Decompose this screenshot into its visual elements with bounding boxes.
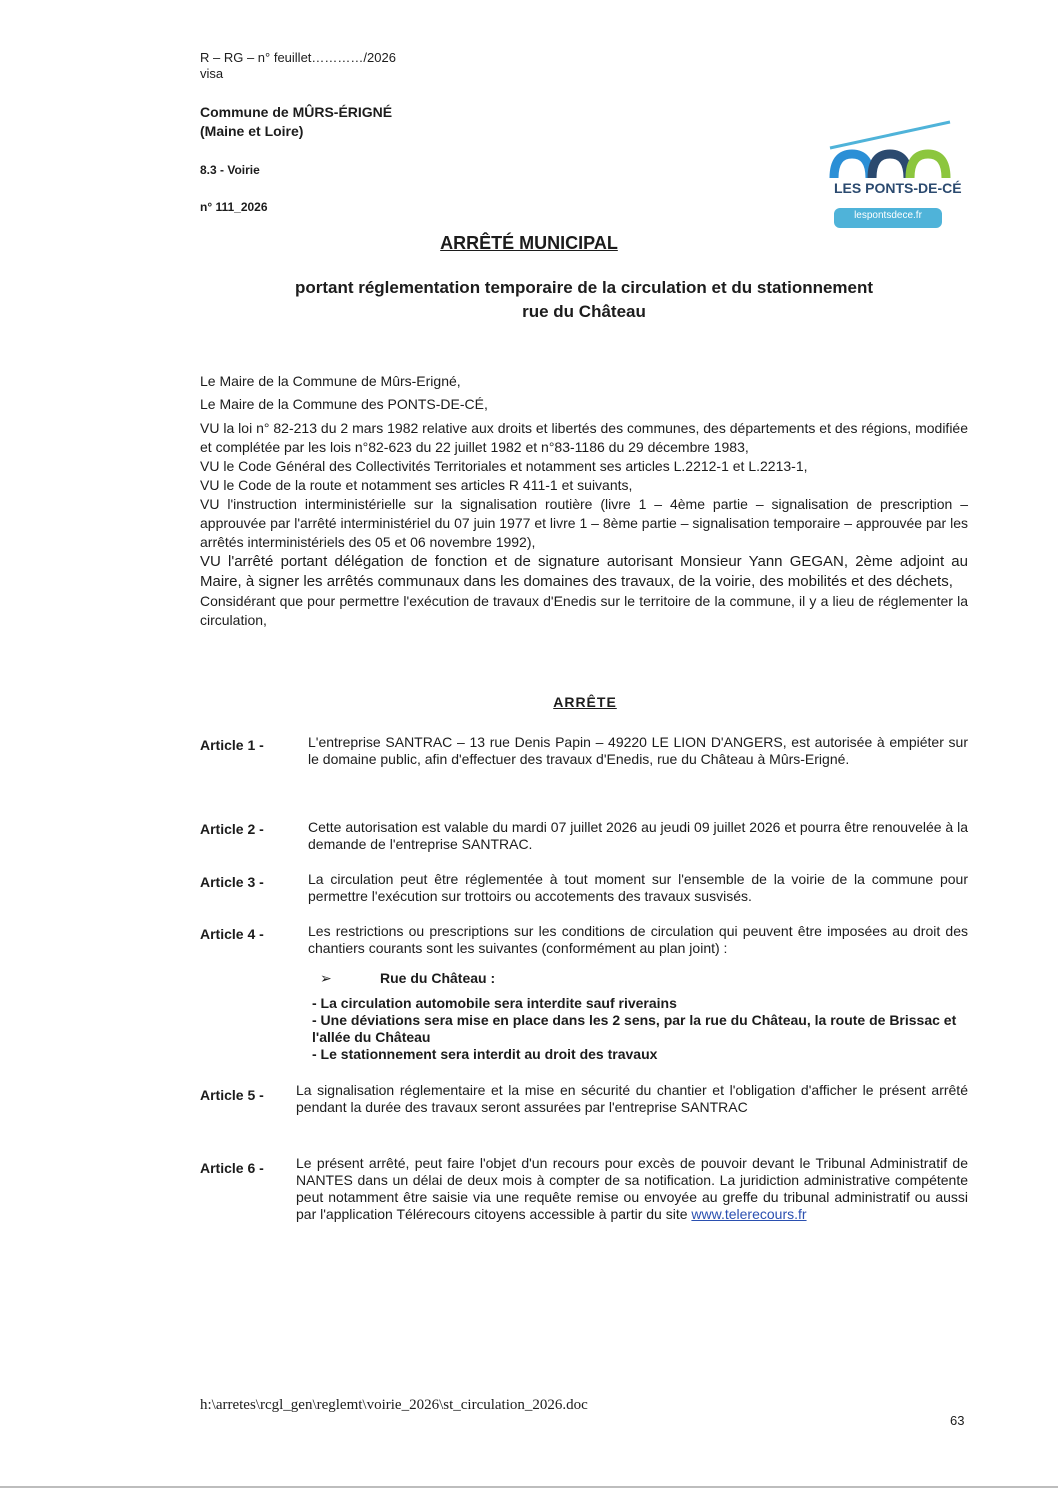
preamble-vu-delegation: VU l'arrêté portant délégation de fonction et de signature autorisant Monsieur Yann GEGAN, 2ème adjoint au Maire, à signer les arrêtés communaux dans les domaines des travaux, de la voirie, des mobilités et des déchets, [200,553,968,590]
commune-name: Commune de MÛRS-ÉRIGNÉ [200,104,393,120]
preamble-vu-code-route: VU le Code de la route et notamment ses articles R 411-1 et suivants, [200,477,633,493]
register-line: R – RG – n° feuillet…………/2026 [200,50,396,65]
page-title: ARRÊTÉ MUNICIPAL [440,233,618,253]
article-1-label: Article 1 - [200,737,264,753]
preamble-mayor-1: Le Maire de la Commune de Mûrs-Erigné, [200,373,461,389]
department-name: (Maine et Loire) [200,123,304,139]
article-4-street: Rue du Château : [380,970,496,986]
page-bottom-edge [0,1486,1058,1488]
list-item: - Une déviations sera mise en place dans les 2 sens, par la rue du Château, la route de Brissac et l'allée du Château [312,1012,957,1045]
preamble-vu-loi: VU la loi n° 82-213 du 2 mars 1982 relative aux droits et libertés des communes, des départements et des régions, modifiée et complétée par les lois n°82-623 du 22 juillet 1982 et n°83-1186 du 29 décembre 1983, [200,420,968,455]
arrete-number: n° 111_2026 [200,200,268,214]
preamble-vu-cgct: VU le Code Général des Collectivités Territoriales et notamment ses articles L.2212-1 et L.2213-1, [200,458,808,474]
article-6-body [296,1155,968,1223]
article-2-label: Article 2 - [200,821,264,837]
article-4-text: Les restrictions ou prescriptions sur les conditions de circulation qui peuvent être imposées au droit des chantiers courants sont les suivantes (conformément au plan joint) : [308,923,968,956]
category-code: 8.3 - Voirie [200,163,260,177]
preamble-mayor-2: Le Maire de la Commune des PONTS-DE-CÉ, [200,396,488,412]
article-4-label: Article 4 - [200,926,264,942]
article-6-text: Le présent arrêté, peut faire l'objet d'un recours pour excès de pouvoir devant le Tribunal Administratif de NANTES dans un délai de deux mois à compter de sa notification. La juridiction administrative compétente peut notamment être saisie via une requête remise ou envoyée au greffe du tribunal administratif ou aussi par l'application Télérecours citoyens accessible à partir du site [296,1155,968,1222]
ponts-de-ce-logo [826,120,962,232]
logo-text: LES PONTS-DE-CÉ [834,180,962,196]
arrete-heading: ARRÊTE [553,694,617,710]
article-3-label: Article 3 - [200,874,264,890]
article-2-text: Cette autorisation est valable du mardi 07 juillet 2026 au jeudi 09 juillet 2026 et pourra être renouvelée à la demande de l'entreprise SANTRAC. [308,819,968,852]
preamble-considerant: Considérant que pour permettre l'exécution de travaux d'Enedis sur le territoire de la commune, il y a lieu de réglementer la circulation, [200,593,968,628]
visa-label: visa [200,66,224,81]
preamble-vu-instruction: VU l'instruction interministérielle sur la signalisation routière (livre 1 – 4ème partie – signalisation de prescription – approuvée par l'arrêté interministériel du 07 juin 1977 et livre 1 – 8ème partie – signalisation temporaire – approuvée par les arrêtés interministériels des 05 et 06 novembre 1992), [200,496,968,550]
preamble [200,372,968,630]
arrow-bullet-icon: ➢ [320,970,332,986]
article-1-text: L'entreprise SANTRAC – 13 rue Denis Papin – 49220 LE LION D'ANGERS, est autorisée à empiéter sur le domaine public, afin d'effectuer des travaux d'Enedis, rue du Château à Mûrs-Erigné. [308,734,968,767]
article-5-label: Article 5 - [200,1087,264,1103]
subtitle-line-2: rue du Château [522,302,646,321]
subtitle-line-1: portant réglementation temporaire de la circulation et du stationnement [294,278,874,297]
page-number: 63 [950,1413,965,1428]
article-4-items [312,995,968,1063]
telerecours-link[interactable]: www.telerecours.fr [691,1206,807,1222]
subtitle [200,276,968,324]
logo-url: lespontsdece.fr [854,210,922,221]
file-path: h:\arretes\rcgl_gen\reglemt\voirie_2026\st_circulation_2026.doc [200,1397,588,1413]
article-3-text: La circulation peut être réglementée à tout moment sur l'ensemble de la voirie de la commune pour permettre l'exécution sur trottoirs ou accotements des travaux susvisés. [308,871,968,904]
article-5-text: La signalisation réglementaire et la mise en sécurité du chantier et l'obligation d'afficher le présent arrêté pendant la durée des travaux seront assurées par l'entreprise SANTRAC [296,1082,968,1115]
list-item: - Le stationnement sera interdit au droit des travaux [312,1046,658,1062]
list-item: - La circulation automobile sera interdite sauf riverains [312,995,677,1011]
article-6-label: Article 6 - [200,1160,264,1176]
